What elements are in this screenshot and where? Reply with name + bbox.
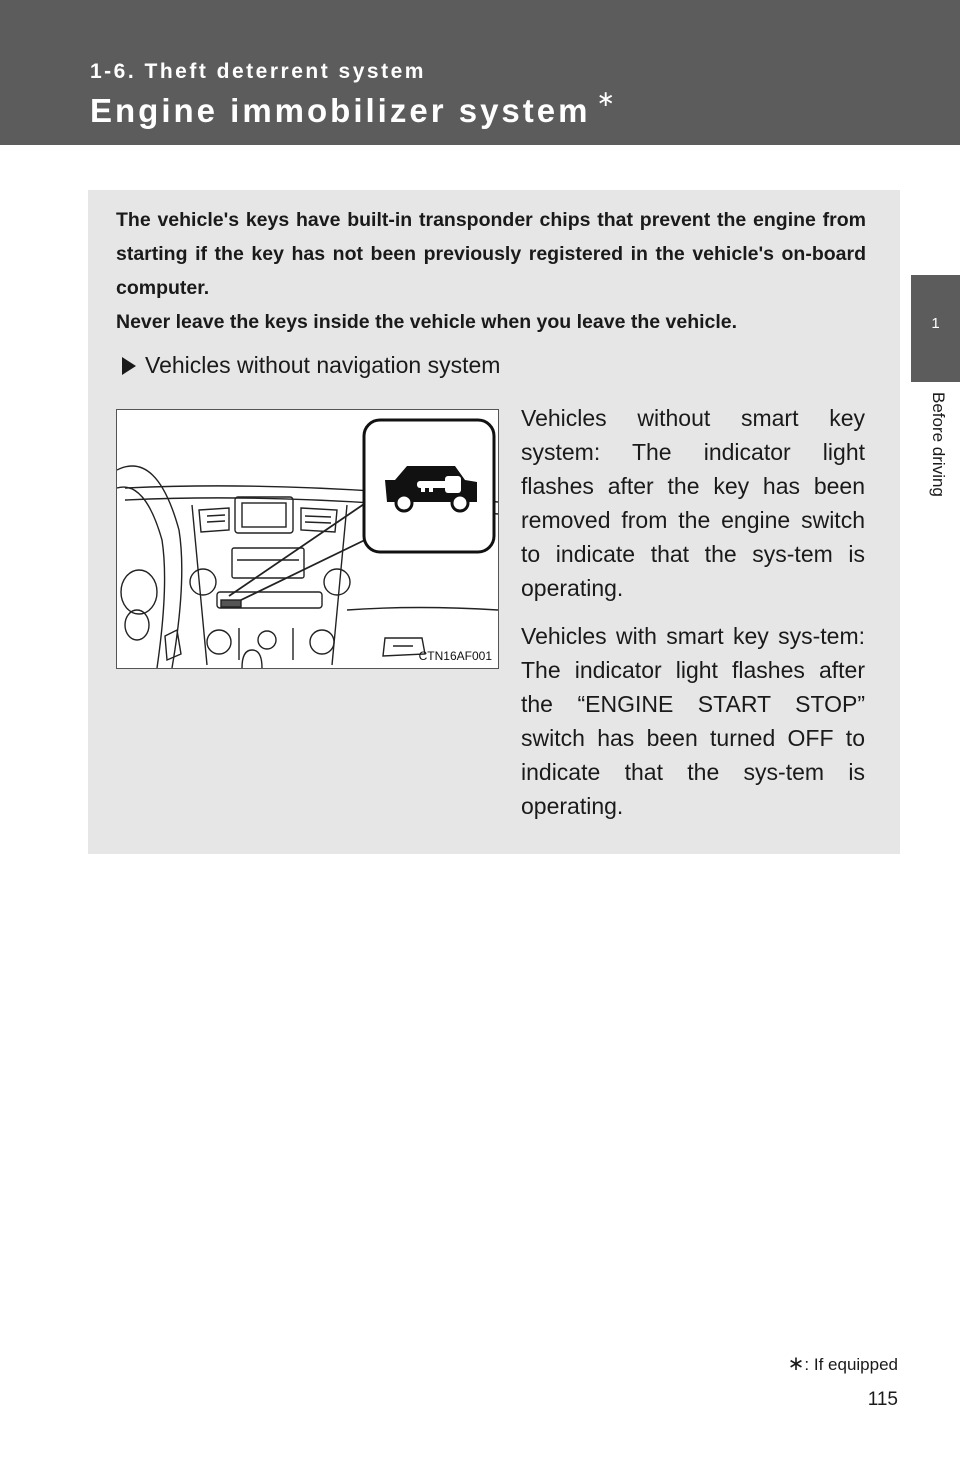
chapter-caption — [914, 392, 960, 532]
if-equipped-mark: ∗ — [596, 86, 618, 111]
page-title-text: Engine immobilizer system — [90, 92, 591, 129]
footnote-text: : If equipped — [804, 1355, 898, 1374]
triangle-arrow-icon — [122, 357, 136, 375]
subheading-text: Vehicles without navigation system — [145, 352, 501, 378]
intro-paragraph-1: The vehicle's keys have built-in transponder chips that prevent the engine from starting if the key has not been previously registered in the vehicle's on-board computer. — [116, 209, 866, 299]
chapter-number: 1 — [931, 315, 940, 332]
page-title — [90, 86, 618, 130]
footnote-mark: ∗ — [787, 1353, 805, 1375]
intro-text — [116, 203, 866, 339]
page-number: 115 — [867, 1389, 898, 1410]
description-text — [521, 401, 865, 837]
section-label: 1-6. Theft deterrent system — [90, 60, 426, 83]
page-header — [0, 0, 960, 145]
chapter-tab[interactable] — [911, 275, 960, 382]
description-with-smart-key: Vehicles with smart key sys-tem: The indicator light flashes after the “ENGINE START STOP” switch has been turned OFF to indicate that the sys-tem is operating. — [521, 623, 865, 819]
intro-paragraph-2: Never leave the keys inside the vehicle when you leave the vehicle. — [116, 311, 738, 333]
subheading — [122, 352, 500, 379]
footnote — [788, 1351, 898, 1376]
dashboard-illustration — [116, 409, 499, 669]
description-without-smart-key: Vehicles without smart key system: The indicator light flashes after the key has been removed from the engine switch to indicate that the sys-tem is operating. — [521, 405, 865, 601]
dashboard-drawing — [117, 410, 498, 668]
chapter-caption-text: Before driving — [929, 392, 948, 497]
figure-code: CTN16AF001 — [418, 649, 492, 663]
